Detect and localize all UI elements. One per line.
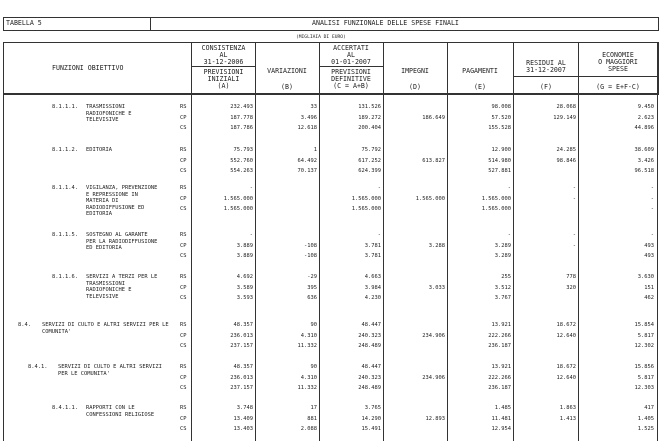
table-cell: 129.149 (553, 114, 576, 121)
table-cell: 636 (307, 295, 317, 301)
table-cell: 237.157 (230, 385, 253, 391)
row-type-label: CS (180, 168, 187, 174)
table-cell: 236.013 (230, 374, 253, 381)
table-cell: 1.565.000 (223, 195, 253, 202)
table-cell: 3.889 (236, 253, 253, 259)
table-cell: 248.489 (358, 343, 381, 349)
table-cell: 4.230 (364, 295, 381, 301)
row-type-label: CP (180, 242, 187, 249)
col-previsioni-definitive-1: PREVISIONI (331, 68, 371, 76)
table-cell: 13.403 (233, 426, 253, 432)
table-cell: -108 (304, 253, 317, 259)
table-cell: 617.252 (358, 157, 381, 164)
table-cell: - (650, 206, 654, 212)
row-type-label: RS (180, 104, 187, 110)
table-cell: 3.593 (236, 295, 253, 301)
table-cell: 3.984 (364, 284, 381, 291)
table-cell: 255 (501, 274, 511, 280)
row-type-label: RS (180, 147, 187, 153)
column-divider (319, 42, 320, 441)
row-code: 8.1.1.5. (52, 232, 78, 238)
row-type-label: CP (180, 374, 187, 381)
table-cell: 1.565.000 (223, 206, 253, 212)
table-cell: 155.528 (488, 125, 511, 131)
row-type-label: RS (180, 232, 187, 238)
table-cell: 462 (644, 295, 654, 301)
table-cell: 1.565.000 (481, 206, 511, 212)
col-variazioni-sub: (B) (281, 83, 293, 91)
table-cell: - (650, 195, 654, 202)
table-cell: 232.493 (230, 104, 253, 110)
table-cell: 12.900 (491, 147, 511, 153)
row-description: MATERIA DI (86, 198, 119, 204)
table-cell: 12.618 (297, 125, 317, 131)
table-cell: 75.793 (233, 147, 253, 153)
table-cell: 17 (310, 405, 317, 411)
row-description: SERVIZI DI CULTO E ALTRI SERVIZI (58, 364, 162, 370)
col-previsioni-definitive-3: (C = A+B) (333, 82, 369, 90)
row-code: 8.4.1. (28, 364, 48, 370)
table-cell: 1.525 (637, 426, 654, 432)
table-cell: 12.303 (634, 385, 654, 391)
row-code: 8.1.1.4. (52, 185, 78, 191)
table-cell: 320 (566, 284, 576, 291)
table-border (657, 42, 658, 441)
column-divider (383, 42, 384, 441)
table-cell: 13.921 (491, 322, 511, 328)
table-cell: 131.526 (358, 104, 381, 110)
col-economie-3: SPESE (608, 65, 628, 73)
row-description: TELEVISIVE (86, 293, 119, 300)
table-cell: 248.489 (358, 385, 381, 391)
row-type-label: CS (180, 426, 187, 432)
table-cell: 3.289 (494, 242, 511, 249)
table-cell: 12.640 (556, 374, 576, 381)
table-cell: 493 (644, 253, 654, 259)
table-cell: 24.285 (556, 147, 576, 153)
row-description: TRASMISSIONI (86, 280, 125, 287)
table-cell: 48.447 (361, 364, 381, 370)
table-cell: 96.518 (634, 168, 654, 174)
page-title: ANALISI FUNZIONALE DELLE SPESE FINALI (312, 19, 459, 27)
table-cell: 778 (566, 274, 576, 280)
table-cell: -108 (304, 242, 317, 249)
col-residui-sub: (F) (540, 83, 552, 91)
table-cell: 236.013 (230, 332, 253, 339)
table-cell: 3.889 (236, 242, 253, 249)
table-cell: 5.817 (637, 374, 654, 381)
table-cell: 554.263 (230, 168, 253, 174)
table-cell: 881 (307, 415, 317, 422)
col-accertati-3: 01-01-2007 (331, 58, 371, 66)
table-cell: - (650, 232, 654, 238)
table-cell: 98.008 (491, 104, 511, 110)
table-cell: 28.068 (556, 104, 576, 110)
table-cell: 613.827 (422, 157, 445, 164)
row-type-label: CP (180, 157, 187, 164)
table-cell: 3.512 (494, 284, 511, 291)
row-type-label: CP (180, 284, 187, 291)
col-variazioni: VARIAZIONI (267, 67, 307, 75)
table-cell: 3.033 (428, 284, 445, 291)
row-type-label: CP (180, 114, 187, 121)
col-economie-sub: (G = E+F-C) (596, 83, 640, 91)
col-previsioni-iniziali-1: PREVISIONI (203, 68, 244, 76)
table-cell: 236.187 (488, 343, 511, 349)
col-previsioni-definitive-2: DEFINITIVE (331, 75, 371, 83)
col-pagamenti-sub: (E) (474, 83, 486, 91)
table-cell: 44.896 (634, 125, 654, 131)
table-cell: 12.954 (491, 426, 511, 432)
row-description: SERVIZI A TERZI PER LE (86, 274, 158, 280)
col-residui-1: RESIDUI AL (526, 59, 566, 67)
row-description: PER LE COMUNITA' (58, 370, 110, 377)
row-code: 8.4. (18, 322, 31, 328)
col-consistenza-1: CONSISTENZA (201, 44, 246, 52)
table-cell: 189.272 (358, 114, 381, 121)
row-description: TELEVISIVE (86, 117, 119, 123)
table-cell: 1.565.000 (415, 195, 445, 202)
row-description: E REPRESSIONE IN (86, 191, 138, 198)
table-cell: 12.640 (556, 332, 576, 339)
table-cell: 48.447 (361, 322, 381, 328)
table-cell: 12.302 (634, 343, 654, 349)
column-divider (513, 42, 514, 441)
table-cell: 75.792 (361, 147, 381, 153)
table-cell: 5.817 (637, 332, 654, 339)
row-type-label: CP (180, 415, 187, 422)
col-funzioni: FUNZIONI OBIETTIVO (52, 64, 124, 72)
col-impegni: IMPEGNI (401, 67, 429, 75)
table-cell: 1.565.000 (481, 195, 511, 202)
col-previsioni-iniziali-2: INIZIALI (207, 75, 240, 83)
table-cell: -29 (307, 274, 317, 280)
col-economie-1: ECONOMIE (602, 51, 634, 59)
table-cell: 57.520 (491, 114, 511, 121)
table-cell: 624.399 (358, 168, 381, 174)
row-description: CONFESSIONI RELIGIOSE (86, 411, 155, 418)
table-cell: 48.357 (233, 364, 253, 370)
table-cell: 3.589 (236, 284, 253, 291)
table-cell: 186.649 (422, 114, 445, 121)
table-cell: 11.332 (297, 385, 317, 391)
table-cell: 1.863 (559, 405, 576, 411)
table-cell: 1.565.000 (351, 206, 381, 212)
table-cell: 48.357 (233, 322, 253, 328)
table-cell: - (572, 242, 576, 249)
row-code: 8.4.1.1. (52, 405, 78, 411)
table-cell: - (507, 185, 511, 191)
table-cell: - (249, 185, 253, 191)
row-description: EDITORIA (86, 211, 112, 217)
row-type-label: CS (180, 125, 187, 131)
col-accertati-2: AL (347, 51, 355, 59)
table-cell: - (249, 232, 253, 238)
table-cell: 3.765 (364, 405, 381, 411)
table-cell: 395 (307, 284, 317, 291)
table-cell: 527.881 (488, 168, 511, 174)
table-cell: 200.404 (358, 125, 381, 131)
row-type-label: RS (180, 185, 187, 191)
table-cell: - (650, 185, 654, 191)
table-cell: 38.609 (634, 147, 654, 153)
column-divider (255, 42, 256, 441)
table-cell: 234.906 (422, 332, 445, 339)
row-type-label: RS (180, 322, 187, 328)
table-cell: 3.630 (637, 274, 654, 280)
table-cell: 151 (644, 284, 654, 291)
table-cell: 3.426 (637, 157, 654, 164)
table-cell: 222.266 (488, 332, 511, 339)
row-description: RADIODIFFUSIONE ED (86, 204, 145, 211)
table-cell: 240.323 (358, 374, 381, 381)
header-separator (578, 76, 657, 77)
table-cell: 514.980 (488, 157, 511, 164)
col-impegni-sub: (D) (409, 83, 421, 91)
table-cell: 3.289 (494, 253, 511, 259)
table-cell: 187.778 (230, 114, 253, 121)
table-cell: 4.663 (364, 274, 381, 280)
row-type-label: CP (180, 195, 187, 202)
table-cell: 3.496 (300, 114, 317, 121)
table-cell: 98.846 (556, 157, 576, 164)
col-consistenza-2: AL (219, 51, 228, 59)
table-cell: 493 (644, 242, 654, 249)
row-type-label: CS (180, 385, 187, 391)
table-cell: 1.485 (494, 405, 511, 411)
column-divider (191, 42, 192, 441)
table-cell: - (572, 195, 576, 202)
table-cell: 3.781 (364, 242, 381, 249)
row-code: 8.1.1.2. (52, 147, 78, 153)
table-cell: 64.492 (297, 157, 317, 164)
table-cell: - (572, 232, 576, 238)
col-residui-2: 31-12-2007 (526, 66, 566, 74)
table-cell: 2.623 (637, 114, 654, 121)
table-cell: 15.856 (634, 364, 654, 370)
row-description: PER LA RADIODIFFUSIONE (86, 238, 158, 245)
col-accertati-1: ACCERTATI (333, 44, 369, 52)
table-cell: 4.310 (300, 374, 317, 381)
table-cell: 1 (313, 147, 317, 153)
table-cell: 3.288 (428, 242, 445, 249)
table-cell: 237.157 (230, 343, 253, 349)
table-cell: 13.409 (233, 415, 253, 422)
row-type-label: CS (180, 253, 187, 259)
table-cell: - (507, 232, 511, 238)
table-cell: 4.692 (236, 274, 253, 280)
table-cell: 3.748 (236, 405, 253, 411)
table-cell: - (572, 185, 576, 191)
table-cell: 12.893 (425, 415, 445, 422)
table-label: TABELLA 5 (6, 19, 42, 27)
row-description: SERVIZI DI CULTO E ALTRI SERVIZI PER LE (42, 322, 169, 328)
header-bottom-line (3, 93, 657, 94)
column-divider (447, 42, 448, 441)
table-cell: 3.767 (494, 295, 511, 301)
col-pagamenti: PAGAMENTI (462, 67, 498, 75)
row-type-label: RS (180, 364, 187, 370)
row-type-label: CS (180, 206, 187, 212)
column-divider (578, 42, 579, 441)
table-cell: 90 (310, 364, 317, 370)
row-description: EDITORIA (86, 147, 112, 153)
table-cell: 15.491 (361, 426, 381, 432)
col-economie-2: O MAGGIORI (598, 58, 638, 66)
table-cell: 4.310 (300, 332, 317, 339)
table-cell: 11.481 (491, 415, 511, 422)
table-cell: 1.413 (559, 415, 576, 422)
table-cell: 417 (644, 405, 654, 411)
table-cell: 18.672 (556, 322, 576, 328)
row-description: RADIOFONICHE E (86, 287, 132, 293)
header-separator (191, 66, 255, 67)
row-type-label: CS (180, 343, 187, 349)
table-border (3, 42, 4, 441)
table-cell: 1.565.000 (351, 195, 381, 202)
row-description: VIGILANZA, PREVENZIONE (86, 185, 158, 191)
row-type-label: RS (180, 274, 187, 280)
table-cell: 1.405 (637, 415, 654, 422)
header-separator (319, 66, 383, 67)
table-cell: 13.921 (491, 364, 511, 370)
header-separator (513, 76, 578, 77)
table-cell: 552.760 (230, 157, 253, 164)
row-description: TRASMISSIONI (86, 104, 125, 110)
table-cell: 236.187 (488, 385, 511, 391)
table-cell: 70.137 (297, 168, 317, 174)
col-previsioni-iniziali-3: (A) (217, 82, 230, 90)
row-code: 8.1.1.6. (52, 274, 78, 280)
table-cell: 222.266 (488, 374, 511, 381)
row-description: ED EDITORIA (86, 245, 122, 251)
table-cell: 15.854 (634, 322, 654, 328)
table-cell: 18.672 (556, 364, 576, 370)
row-description: COMUNITA' (42, 328, 72, 335)
row-code: 8.1.1.1. (52, 104, 78, 110)
table-cell: 2.088 (300, 426, 317, 432)
table-cell: 33 (310, 104, 317, 110)
unit-label: (MIGLIAIA DI EURO) (296, 35, 346, 40)
table-cell: 9.450 (637, 104, 654, 110)
row-description: RADIOFONICHE E (86, 110, 132, 117)
row-type-label: CS (180, 295, 187, 301)
table-cell: 234.906 (422, 374, 445, 381)
table-cell: 90 (310, 322, 317, 328)
col-consistenza-3: 31-12-2006 (203, 58, 244, 66)
table-cell: 11.332 (297, 343, 317, 349)
row-description: RAPPORTI CON LE (86, 405, 135, 411)
table-cell: - (377, 185, 381, 191)
row-description: SOSTEGNO AL GARANTE (86, 232, 148, 238)
table-cell: 187.786 (230, 125, 253, 131)
table-cell: 240.323 (358, 332, 381, 339)
table-cell: 3.781 (364, 253, 381, 259)
table-cell: 14.290 (361, 415, 381, 422)
row-type-label: RS (180, 405, 187, 411)
table-cell: - (377, 232, 381, 238)
row-type-label: CP (180, 332, 187, 339)
